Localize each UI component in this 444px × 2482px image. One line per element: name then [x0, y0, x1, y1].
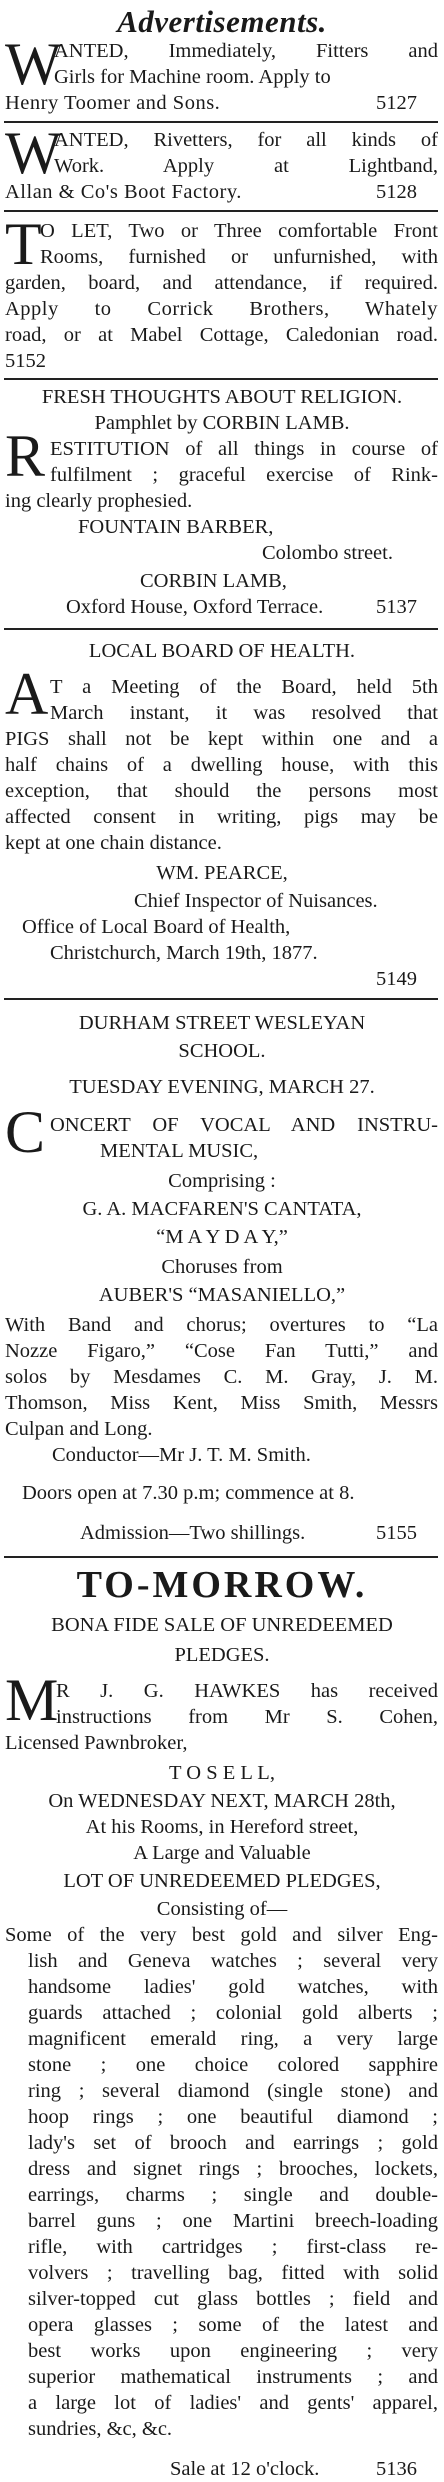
- ad-line: “M A Y D A Y,”: [156, 1226, 288, 1248]
- dropcap: R: [5, 423, 46, 489]
- ad-title: DURHAM STREET WESLEYAN: [78, 1012, 366, 1034]
- ad-number: 5155: [376, 1522, 417, 1544]
- ad-line: stone ; one choice colored sapphire: [28, 2054, 438, 2076]
- masthead-title: Advertisements.: [117, 4, 327, 39]
- divider: [4, 121, 438, 123]
- ad-line: affected consent in writing, pigs may be: [5, 806, 438, 828]
- ad-line: Work. Apply at Lightband,: [54, 155, 438, 177]
- ad-byline: Pamphlet by CORBIN LAMB.: [94, 412, 350, 434]
- dropcap: C: [5, 1099, 46, 1165]
- ad-line: Choruses from: [161, 1256, 283, 1278]
- ad-line: earrings, charms ; single and double-: [28, 2184, 438, 2206]
- ad-line: AUBER'S “MASANIELLO,”: [98, 1284, 346, 1306]
- ad-line: garden, board, and attendance, if required.: [5, 272, 438, 294]
- ad-line: volvers ; travelling bag, fitted with solid: [28, 2262, 438, 2284]
- ad-line: Some of the very best gold and silver Eng-: [5, 1924, 438, 1946]
- ad-line: T a Meeting of the Board, held 5th: [50, 676, 438, 698]
- ad-line: silver-topped cut glass bottles ; field and: [28, 2288, 438, 2310]
- ad-line: Consisting of—: [156, 1898, 288, 1920]
- ad-line: ring ; several diamond (single stone) and: [28, 2080, 438, 2102]
- ad-line: Licensed Pawnbroker,: [5, 1732, 188, 1754]
- ad-line: ANTED, Immediately, Fitters and: [54, 40, 438, 62]
- ad-place-date: Christchurch, March 19th, 1877.: [50, 942, 318, 964]
- ad-line: March instant, it was resolved that: [50, 702, 438, 724]
- ad-line: Rooms, furnished or unfurnished, with: [40, 246, 438, 268]
- dropcap: W: [5, 120, 62, 186]
- ad-title: LOCAL BOARD OF HEALTH.: [88, 640, 356, 662]
- ad-seller-address: Colombo street.: [262, 542, 393, 564]
- ad-date: TUESDAY EVENING, MARCH 27.: [69, 1076, 375, 1098]
- ad-line: lady's set of brooch and earrings ; gold: [28, 2132, 438, 2154]
- ad-headline: TO-MORROW.: [76, 1564, 368, 1606]
- ad-conductor: Conductor—Mr J. T. M. Smith.: [52, 1444, 311, 1466]
- ad-title: FRESH THOUGHTS ABOUT RELIGION.: [41, 386, 403, 408]
- ad-line: Henry Toomer and Sons.: [5, 92, 221, 114]
- ad-number: 5128: [376, 181, 417, 203]
- ad-line: superior mathematical instruments ; and: [28, 2366, 438, 2388]
- dropcap: W: [5, 31, 62, 97]
- ad-number: 5137: [376, 596, 417, 618]
- ad-line: LOT OF UNREDEEMED PLEDGES,: [63, 1870, 381, 1892]
- ad-line: T O S E L L,: [169, 1762, 275, 1784]
- ad-line: solos by Mesdames C. M. Gray, J. M.: [5, 1366, 438, 1388]
- ad-line: Girls for Machine room. Apply to: [54, 66, 331, 88]
- ad-line: O LET, Two or Three comfortable Front: [40, 220, 438, 242]
- ad-line: instructions from Mr S. Cohen,: [56, 1706, 438, 1728]
- ad-line: ing clearly prophesied.: [5, 490, 193, 512]
- ad-line: a large lot of ladies' and gents' apparel,: [28, 2392, 438, 2414]
- ad-line: MENTAL MUSIC,: [100, 1140, 259, 1162]
- ad-line: opera glasses ; some of the latest and: [28, 2314, 438, 2336]
- ad-line: ONCERT OF VOCAL AND INSTRU-: [50, 1114, 438, 1136]
- divider: [4, 628, 438, 630]
- ad-admission: Admission—Two shillings.: [80, 1522, 306, 1544]
- ad-line: Thomson, Miss Kent, Miss Smith, Messrs: [5, 1392, 438, 1414]
- divider: [4, 378, 438, 380]
- ad-line: road, or at Mabel Cottage, Caledonian road.: [5, 324, 438, 346]
- ad-title: BONA FIDE SALE OF UNREDEEMED: [51, 1614, 393, 1636]
- ad-line: Allan & Co's Boot Factory.: [5, 181, 242, 203]
- ad-number: 5136: [376, 2458, 417, 2480]
- ad-line: Comprising :: [168, 1170, 276, 1192]
- ad-line: On WEDNESDAY NEXT, MARCH 28th,: [48, 1790, 396, 1812]
- ad-number: 5149: [376, 968, 417, 990]
- ad-line: lish and Geneva watches ; several very: [28, 1950, 438, 1972]
- ad-line: hoop rings ; one beautiful diamond ;: [28, 2106, 438, 2128]
- ad-line: best works upon engineering ; very: [28, 2340, 438, 2362]
- ad-line: At his Rooms, in Hereford street,: [85, 1816, 359, 1838]
- ad-role: Chief Inspector of Nuisances.: [134, 890, 378, 912]
- ad-line: fulfilment ; graceful exercise of Rink-: [50, 464, 438, 486]
- ad-line: kept at one chain distance.: [5, 832, 222, 854]
- ad-line: barrel guns ; one Martini breech-loading: [28, 2210, 438, 2232]
- ad-line: A Large and Valuable: [133, 1842, 311, 1864]
- ad-signature: WM. PEARCE,: [156, 862, 288, 884]
- ad-line: handsome ladies' gold watches, with: [28, 1976, 438, 1998]
- ad-office: Office of Local Board of Health,: [22, 916, 291, 938]
- ad-line: ESTITUTION of all things in course of: [50, 438, 438, 460]
- ad-number: 5152: [5, 350, 46, 372]
- dropcap: T: [5, 211, 42, 277]
- ad-line: G. A. MACFAREN'S CANTATA,: [82, 1198, 362, 1220]
- ad-line: sundries, &c, &c.: [28, 2418, 173, 2440]
- ad-line: guards attached ; colonial gold alberts ;: [28, 2002, 438, 2024]
- ad-sale-time: Sale at 12 o'clock.: [170, 2458, 320, 2480]
- ad-line: R J. G. HAWKES has received: [56, 1680, 438, 1702]
- dropcap: A: [5, 661, 49, 727]
- ad-line: PIGS shall not be kept within one and a: [5, 728, 438, 750]
- ad-doors: Doors open at 7.30 p.m; commence at 8.: [22, 1482, 355, 1504]
- ad-line: Apply to Corrick Brothers, Whately: [5, 298, 438, 320]
- divider: [4, 998, 438, 1000]
- ad-line: dress and signet rings ; brooches, lockets,: [28, 2158, 438, 2180]
- ad-line: Nozze Figaro,” “Cose Fan Tutti,” and: [5, 1340, 438, 1362]
- dropcap: M: [5, 1667, 59, 1733]
- divider: [4, 210, 438, 212]
- ad-seller-address: Oxford House, Oxford Terrace.: [66, 596, 324, 618]
- ad-title: SCHOOL.: [178, 1040, 266, 1062]
- ad-seller: FOUNTAIN BARBER,: [78, 516, 274, 538]
- ad-line: With Band and chorus; overtures to “La: [5, 1314, 438, 1336]
- ad-line: Culpan and Long.: [5, 1418, 153, 1440]
- ad-title: PLEDGES.: [174, 1644, 270, 1666]
- ad-line: half chains of a dwelling house, with this: [5, 754, 438, 776]
- ad-line: rifle, with cartridges ; first-class re-: [28, 2236, 438, 2258]
- ad-line: ANTED, Rivetters, for all kinds of: [54, 129, 438, 151]
- ad-line: exception, that should the persons most: [5, 780, 438, 802]
- ad-seller: CORBIN LAMB,: [140, 570, 287, 592]
- ad-line: magnificent emerald ring, a very large: [28, 2028, 438, 2050]
- ad-number: 5127: [376, 92, 417, 114]
- divider: [4, 1556, 438, 1558]
